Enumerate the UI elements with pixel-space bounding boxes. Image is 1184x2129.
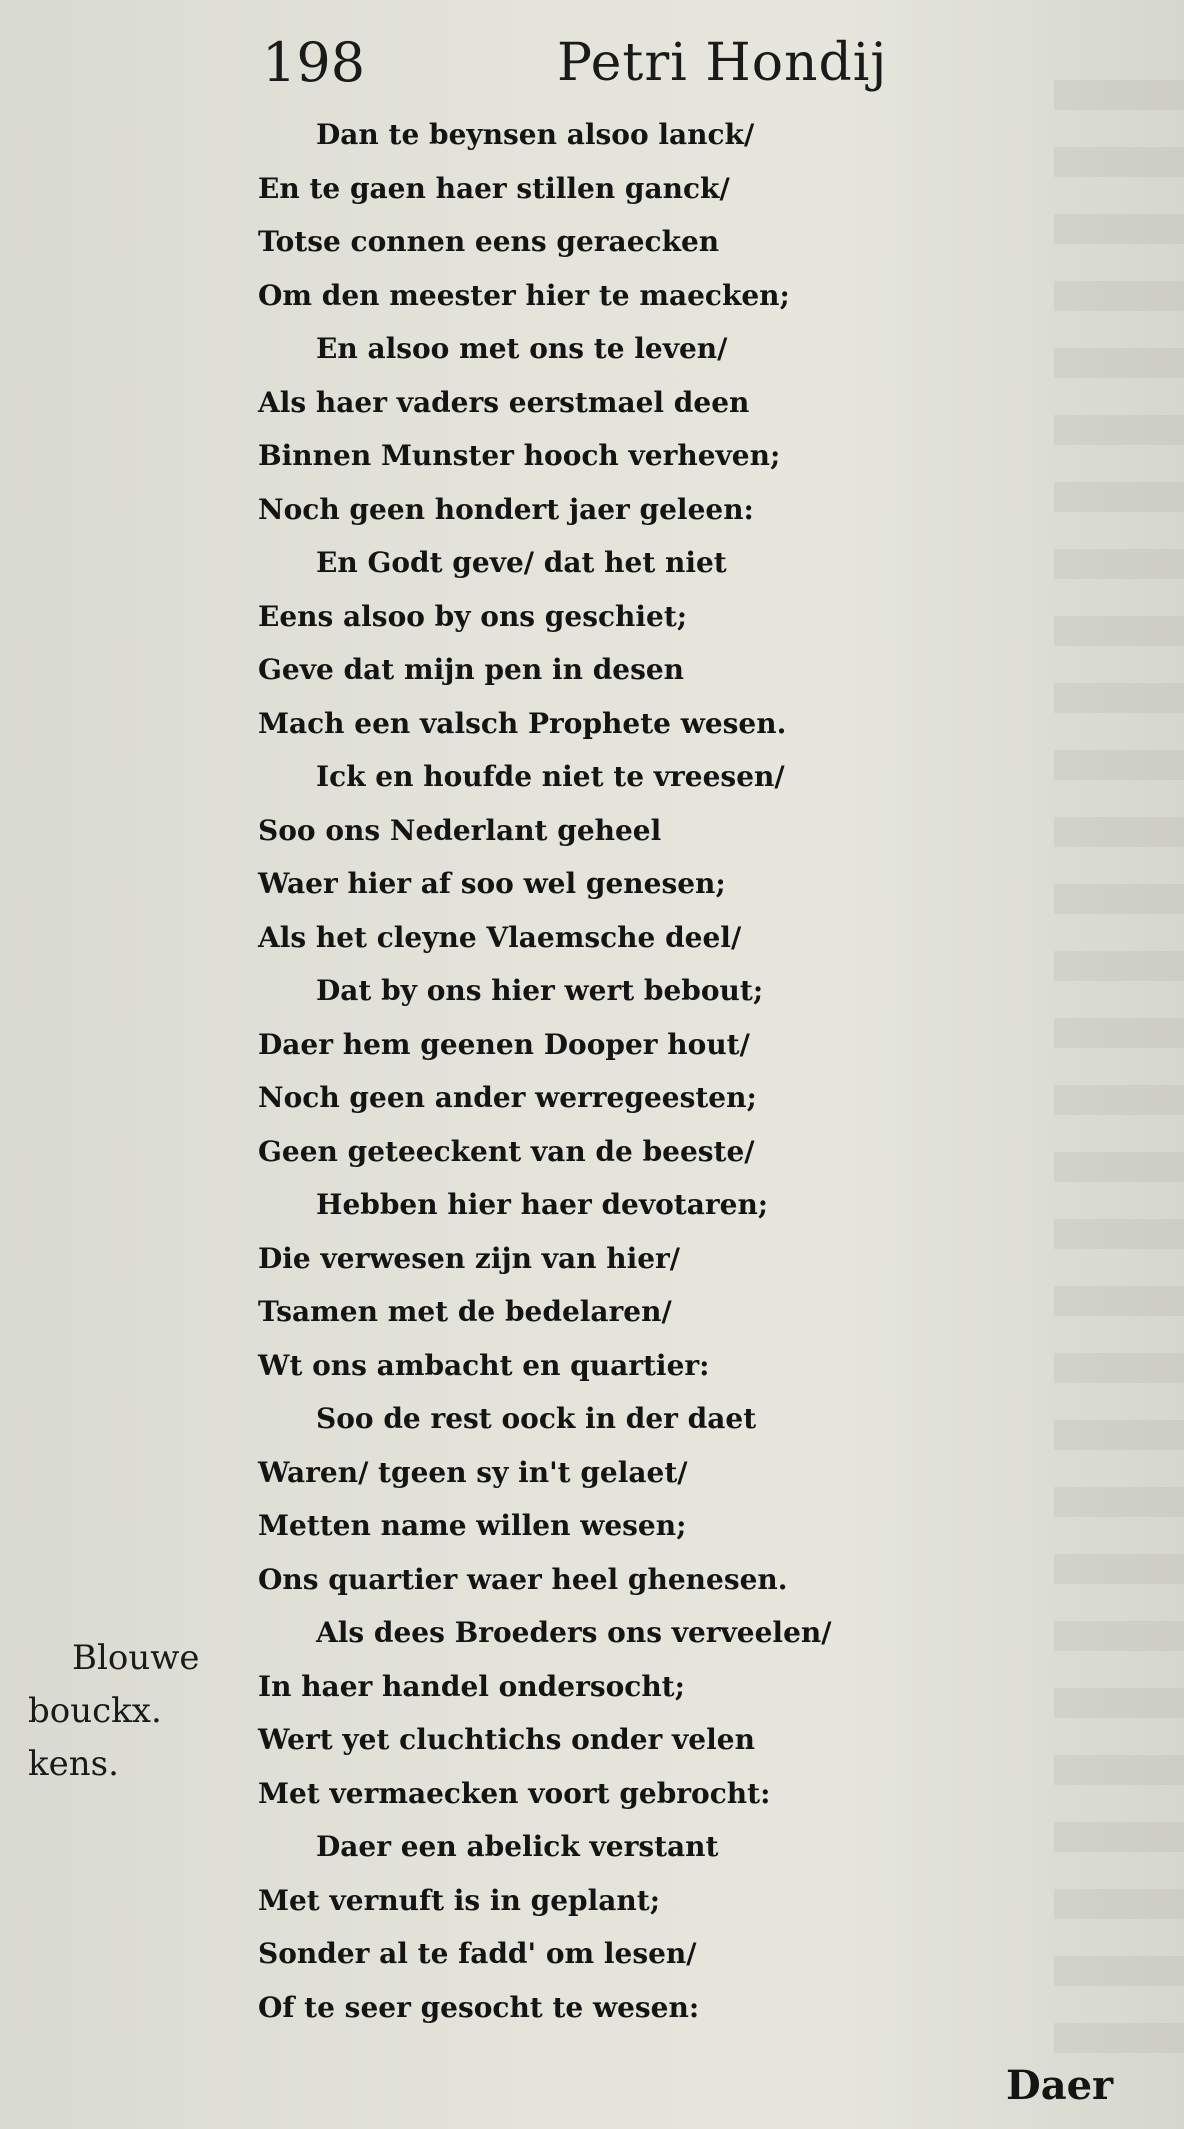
poem-line: Dat by ons hier wert bebout;	[316, 974, 764, 1007]
poem-line: En alsoo met ons te leven/	[316, 332, 728, 365]
margin-note-line: bouckx.	[28, 1691, 162, 1731]
running-head: Petri Hondij	[557, 33, 888, 93]
catchword: Daer	[1006, 2062, 1114, 2109]
poem-line: Als dees Broeders ons verveelen/	[316, 1616, 832, 1649]
poem-line: Als het cleyne Vlaemsche deel/	[258, 920, 742, 954]
poem-line: Soo de rest oock in der daet	[316, 1402, 757, 1435]
poem-line: Binnen Munster hooch verheven;	[258, 439, 781, 472]
poem-line: Ons quartier waer heel ghenesen.	[258, 1562, 788, 1596]
poem-line: Tsamen met de bedelaren/	[258, 1295, 672, 1328]
poem-line: Mach een valsch Prophete wesen.	[258, 706, 787, 740]
poem-line: Waer hier af soo wel genesen;	[258, 867, 726, 900]
poem-text	[258, 108, 1158, 2034]
poem-line: Daer een abelick verstant	[316, 1830, 719, 1863]
poem-line: Of te seer gesocht te wesen:	[258, 1990, 700, 2024]
poem-line: Hebben hier haer devotaren;	[316, 1188, 769, 1221]
poem-line: Met vernuft is in geplant;	[258, 1883, 661, 1917]
poem-line: Om den meester hier te maecken;	[258, 278, 790, 312]
poem-line: Met vermaecken voort gebrocht:	[258, 1776, 771, 1810]
poem-line: Wt ons ambacht en quartier:	[258, 1348, 710, 1382]
poem-line: In haer handel ondersocht;	[258, 1669, 685, 1703]
poem-line: Eens alsoo by ons geschiet;	[258, 599, 688, 633]
poem-line: Wert yet cluchtichs onder velen	[258, 1723, 755, 1756]
poem-line: Ick en houfde niet te vreesen/	[316, 760, 785, 793]
poem-line: Dan te beynsen alsoo lanck/	[316, 118, 755, 151]
poem-line: Geen geteeckent van de beeste/	[258, 1134, 755, 1168]
margin-note	[28, 1632, 248, 1791]
page-header	[262, 28, 902, 98]
poem-line: Noch geen ander werregeesten;	[258, 1081, 757, 1114]
poem-line: Als haer vaders eerstmael deen	[258, 385, 750, 419]
poem-line: En Godt geve/ dat het niet	[316, 546, 727, 579]
poem-line: Daer hem geenen Dooper hout/	[258, 1027, 750, 1061]
page-number: 198	[262, 31, 366, 94]
poem-line: Waren/ tgeen sy in't gelaet/	[258, 1455, 688, 1489]
poem-line: Noch geen hondert jaer geleen:	[258, 492, 754, 526]
poem-line: En te gaen haer stillen ganck/	[258, 171, 730, 205]
margin-note-line: kens.	[28, 1744, 119, 1784]
margin-note-line: Blouwe	[72, 1638, 200, 1678]
poem-line: Totse connen eens geraecken	[258, 225, 720, 258]
poem-line: Sonder al te fadd' om lesen/	[258, 1937, 697, 1970]
poem-line: Die verwesen zijn van hier/	[258, 1241, 680, 1275]
poem-line: Soo ons Nederlant geheel	[258, 813, 662, 847]
poem-line: Geve dat mijn pen in desen	[258, 653, 685, 686]
poem-line: Metten name willen wesen;	[258, 1509, 687, 1542]
